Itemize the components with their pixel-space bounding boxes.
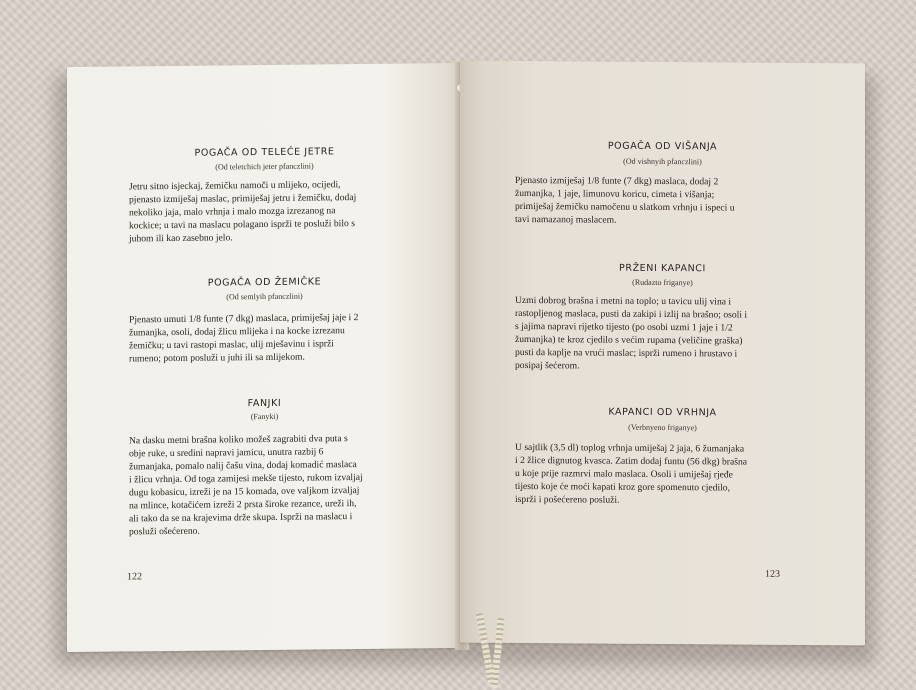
body-line: s jajima napravi rijetko tijesto (po osobi uzmi 1 jaje i 1/2 (515, 320, 733, 334)
section-title: PRŽENI KAPANCI (619, 262, 706, 275)
open-book (60, 58, 870, 658)
section-subtitle: (Od semlyih pfanczlini) (226, 291, 303, 302)
body-line: tavi namazanoj maslacem. (515, 213, 617, 226)
section-subtitle: (Verbnyeno friganye) (628, 422, 697, 433)
body-line: primiješaj žemičku namočenu u slatkom vrhnju i ispeci u (515, 200, 735, 214)
ribbon-strand (490, 618, 504, 688)
body-line: Pjenasto izmiješaj 1/8 funte (7 dkg) maslaca, dodaj 2 (515, 174, 719, 188)
page-number: 123 (765, 568, 780, 580)
body-line: tijesto koje će moći kapati kroz gore spomenuto cjedilo, (515, 480, 730, 494)
body-line: pjenasto izmiješaj maslac, primiješaj jetru i žemičku, dodaj (129, 192, 357, 206)
body-line: isprži i pošećereno posluži. (515, 493, 620, 506)
body-line: kockice; u tavi na maslacu polagano isprži te posluži bilo s (129, 218, 355, 232)
page-number: 122 (127, 571, 142, 583)
body-line: dugu kobasicu, izreži je na 15 komada, ove valjkom izvaljaj (129, 485, 360, 499)
body-line: U sajtlik (3,5 dl) toplog vrhnja umiješaj 2 jaja, 6 žumanjaka (515, 441, 745, 455)
section-body (129, 310, 409, 365)
bookmark-ribbon (478, 613, 508, 690)
body-line: pusti da kaplje na vrući maslac; isprži rumeno i hrustavo i (515, 346, 738, 360)
left-page (67, 63, 462, 652)
section-body (515, 174, 805, 228)
body-line: u koje prije razmrvi malo maslaca. Osoli i umiješaj rjeđe (515, 467, 733, 481)
section-title: POGAČA OD VIŠANJA (607, 140, 718, 153)
body-line: posipaj šećerom. (515, 359, 580, 372)
body-line: nekoliko jaja, malo vrhnja i malo mozga izrezanog na (129, 205, 336, 219)
body-line: Na dasku metni brašna koliko možeš zagrabiti dva puta s (129, 433, 348, 447)
body-line: žumanjaka, pomalo nalij čašu vina, dodaj komadić maslaca (129, 459, 357, 473)
body-line: rastopljenog maslaca, pusti da zakipi i izlij na brašno; osoli i (515, 307, 748, 321)
body-line: na mlince, kotačićem izreži 2 prsta široke rezance, ureži ih, (129, 498, 357, 512)
right-page (460, 61, 865, 646)
section-title: FANJKI (247, 397, 282, 410)
body-line: juhom ili kao zasebno jelo. (129, 232, 233, 245)
body-line: rumeno; potom posluži u juhi ili sa mlijekom. (129, 351, 305, 365)
body-line: posluži ošećereno. (129, 525, 200, 538)
section-body (129, 177, 409, 245)
section-subtitle: (Rudazto friganye) (632, 277, 693, 288)
body-line: žumanjka) te kroz cjedilo s većim rupama (veličine graška) (515, 333, 743, 347)
body-line: i 2 žlice dignutog kvasca. Zatim dodaj funtu (56 dkg) brašna (515, 454, 748, 468)
body-line: žumanjka, 1 jaje, limunovu koricu, cimeta i višanja; (515, 187, 715, 201)
body-line: ali tako da se na krajevima drže skupa. Isprži na maslacu i (129, 511, 353, 525)
section-title: POGAČA OD TELEĆE JETRE (194, 146, 335, 159)
section-body (515, 294, 805, 374)
section-body (129, 431, 409, 538)
section-subtitle: (Od vishnyih pfanczlini) (623, 156, 702, 167)
section-title: KAPANCI OD VRHNJA (608, 406, 717, 419)
body-line: Uzmi dobrog brašna i metni na toplo; u tavicu ulij vina i (515, 294, 732, 308)
section-subtitle: (Fanyki) (250, 411, 279, 422)
section-body (515, 441, 805, 508)
body-line: i žlicu vrhnja. Od toga zamijesi mekše tijesto, rukom izvaljaj (129, 471, 363, 486)
body-line: žumanjka, osoli, dodaj žlicu mlijeka i na kocke izrezanu (129, 325, 345, 339)
body-line: obje ruke, u sredini napravi jamicu, unutra razbij 6 (129, 446, 324, 460)
section-title: POGAČA OD ŽEMIČKE (207, 276, 322, 289)
body-line: Jetru sitno isjeckaj, žemičku namoči u mlijeko, ocijedi, (129, 179, 341, 193)
body-line: žemičku; u tavi rastopi maslac, ulij mješavinu i isprži (129, 338, 334, 352)
section-subtitle: (Od teletchich jeter pfanczlini) (215, 161, 314, 172)
body-line: Pjenasto umuti 1/8 funte (7 dkg) maslaca, primiješaj jaje i 2 (129, 312, 359, 326)
